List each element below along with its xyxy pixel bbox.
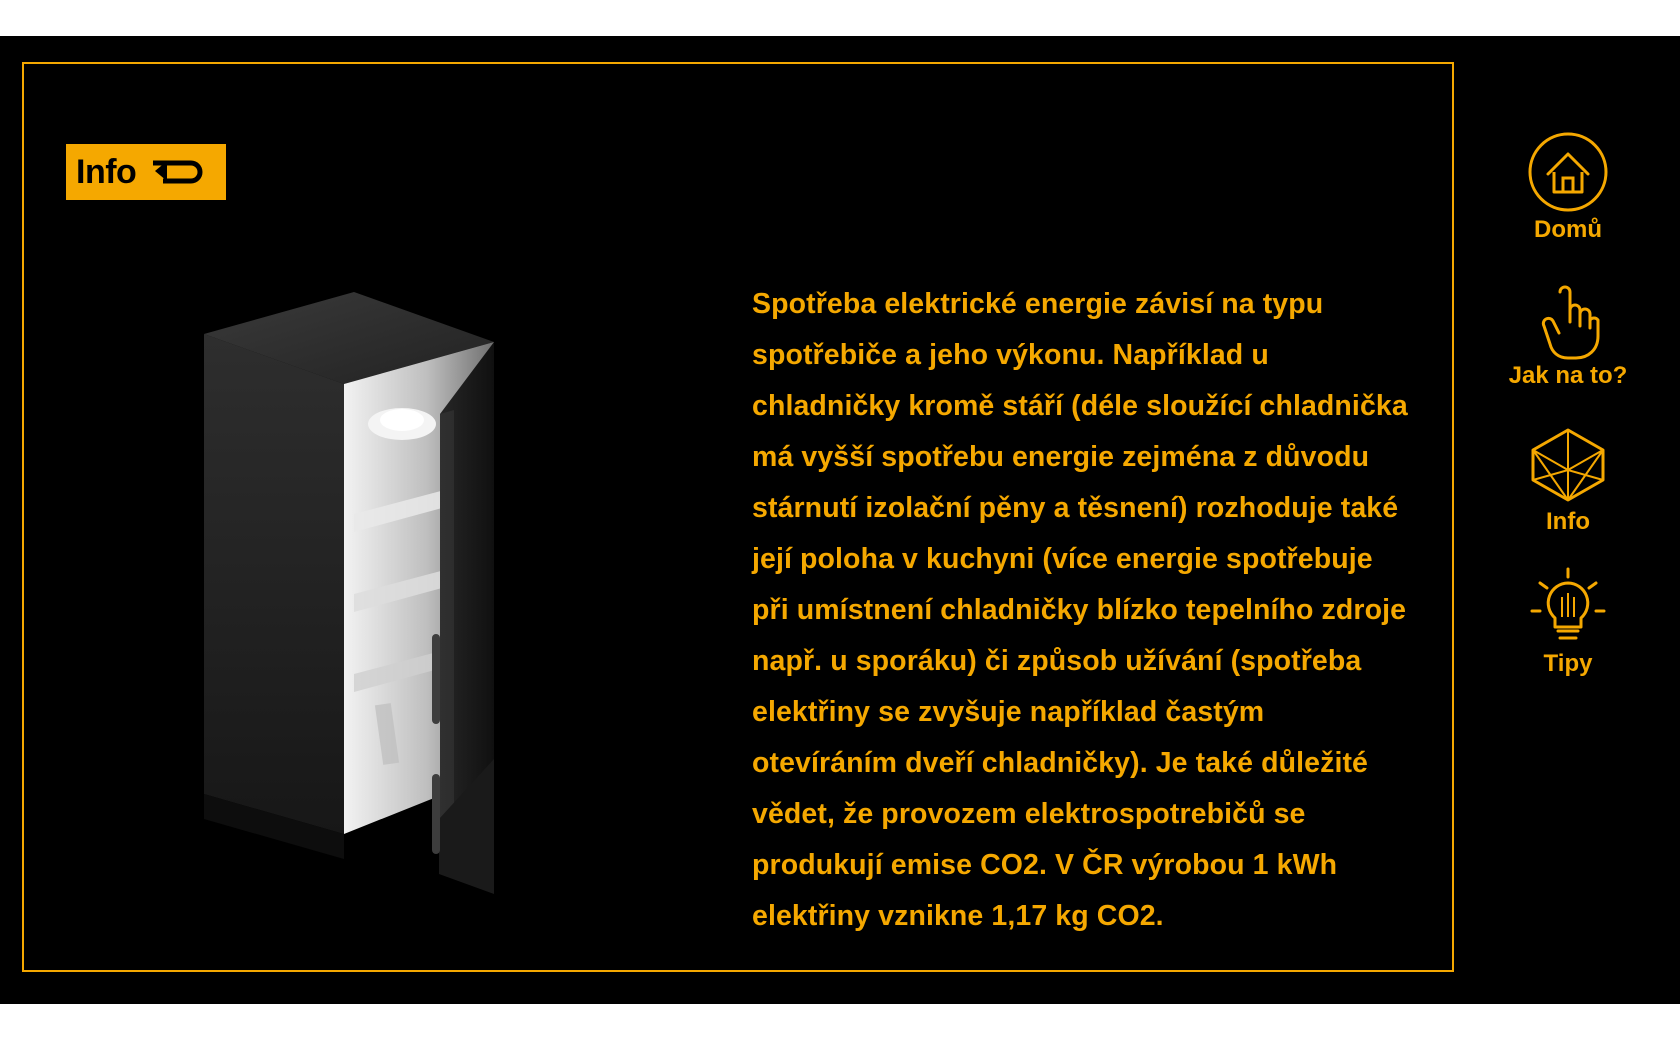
info-paragraph: Spotřeba elektrické energie závisí na typu spotřebiče a jeho výkonu. Například u chladničky kromě stáří (déle sloužící chladnička má vyšší spotřebu energie zejména z důvodu stárnutí izolační pěny a těsnení) rozhoduje také její poloha v kuchyni (více energie spotřebuje při umístnení chladničky blízko tepelního zdroje např. u sporáku) či způsob užívání (spotřeba elektřiny se zvyšuje například častým otevíráním dveří chladničky). Je také důležité vědet, že provozem elektrospotrebičů se produkují emise CO2. V ČR výrobou 1 kWh elektřiny vznikne 1,17 kg CO2. <box>752 288 1408 932</box>
presentation-stage <box>0 36 1680 1004</box>
sidebar-item-tips-label: Tipy <box>1543 650 1593 677</box>
info-badge-label: Info <box>76 153 137 191</box>
sidebar-item-tips[interactable] <box>1468 564 1668 678</box>
info-back-button[interactable] <box>66 144 226 200</box>
sidebar-item-home-label: Domů <box>1534 216 1602 243</box>
polygon-info-icon <box>1468 422 1668 506</box>
back-arrow-icon <box>144 152 206 192</box>
letterbox-top <box>0 0 1680 36</box>
lightbulb-icon <box>1468 564 1668 648</box>
sidebar-item-info[interactable] <box>1468 422 1668 536</box>
sidebar-item-home[interactable] <box>1468 130 1668 244</box>
open-refrigerator-illustration <box>194 274 614 894</box>
sidebar-item-how-to[interactable] <box>1468 276 1668 390</box>
content-panel <box>22 62 1454 972</box>
sidebar-item-how-to-label: Jak na to? <box>1508 362 1628 389</box>
sidebar-item-info-label: Info <box>1546 508 1590 535</box>
sidebar-nav <box>1468 96 1668 946</box>
home-icon <box>1468 130 1668 214</box>
letterbox-bottom <box>0 1004 1680 1050</box>
pointing-hand-icon <box>1468 276 1668 360</box>
